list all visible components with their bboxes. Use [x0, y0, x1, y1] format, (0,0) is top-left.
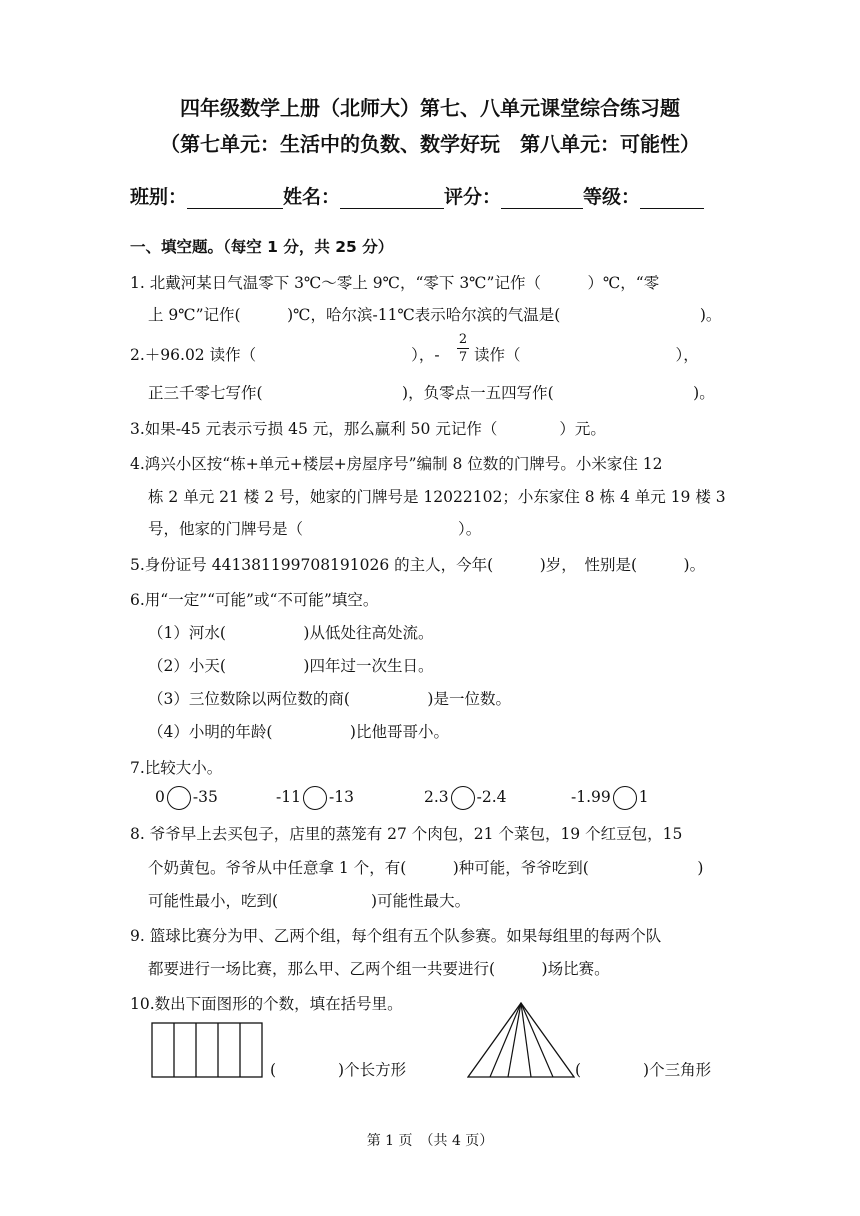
- name-label: 姓名：: [283, 186, 341, 208]
- q9-line1: 9. 篮球比赛分为甲、乙两个组，每个组有五个队参赛。如果每组里的每两个队: [130, 927, 662, 945]
- class-label: 班别：: [130, 186, 188, 208]
- q1-line1: 1. 北戴河某日气温零下 3℃～零上 9℃，“零下 3℃”记作（ ）℃，“零: [130, 274, 660, 292]
- score-blank[interactable]: [501, 188, 583, 209]
- q8-line3: 可能性最小，吃到( )可能性最大。: [148, 892, 471, 910]
- q9-line2: 都要进行一场比赛，那么甲、乙两个组一共要进行( )场比赛。: [148, 960, 610, 978]
- q5-line1: 5.身份证号 441381199708191026 的主人，今年( )岁， 性别是( )。: [130, 556, 706, 574]
- q2-line1-b: 读作（ ），: [474, 346, 699, 364]
- q7-line0: 7.比较大小。: [130, 759, 223, 777]
- compare-item-4: [571, 786, 649, 810]
- section-heading-fill-in: 一、填空题。（每空 1 分，共 25 分）: [130, 238, 394, 256]
- q2-line2: 正三千零七写作( )，负零点一五四写作( )。: [148, 384, 715, 402]
- compare-circle[interactable]: [303, 786, 327, 810]
- fraction: [457, 332, 469, 365]
- rect-count-answer: ( )个长方形: [270, 1061, 407, 1079]
- fraction-denominator: 7: [458, 350, 468, 365]
- q8-line2: 个奶黄包。爷爷从中任意拿 1 个，有( )种可能，爷爷吃到( ): [148, 859, 704, 877]
- compare-item-2: [276, 786, 354, 810]
- triangles-figure: [467, 1002, 575, 1078]
- compare-left: -11: [276, 788, 301, 806]
- q8-line1: 8. 爷爷早上去买包子，店里的蒸笼有 27 个肉包，21 个菜包，19 个红豆包，15: [130, 825, 683, 843]
- outer-triangle: [468, 1003, 574, 1077]
- compare-circle[interactable]: [451, 786, 475, 810]
- q6-item-2: （2）小天( )四年过一次生日。: [148, 657, 434, 675]
- q6-line0: 6.用“一定”“可能”或“不可能”填空。: [130, 591, 379, 609]
- q4-line2: 栋 2 单元 21 楼 2 号，她家的门牌号是 12022102；小东家住 8 栋 4 单元 19 楼 3: [148, 488, 726, 506]
- fraction-numerator: 2: [458, 332, 468, 347]
- q1-line2: 上 9℃”记作( )℃，哈尔滨-11℃表示哈尔滨的气温是( )。: [148, 306, 722, 324]
- compare-item-1: [155, 786, 218, 810]
- q4-line3: 号，他家的门牌号是（ ）。: [148, 520, 482, 538]
- page-footer: 第 1 页 （共 4 页）: [366, 1133, 494, 1149]
- score-label: 评分：: [444, 186, 502, 208]
- q10-line0: 10.数出下面图形的个数，填在括号里。: [130, 995, 403, 1013]
- compare-item-3: [424, 786, 507, 810]
- inner-line: [508, 1003, 521, 1077]
- compare-right: -13: [328, 788, 354, 806]
- q4-line1: 4.鸿兴小区按“栋+单元+楼层+房屋序号”编制 8 位数的门牌号。小米家住 12: [130, 455, 663, 473]
- q6-item-4: （4）小明的年龄( )比他哥哥小。: [148, 723, 449, 741]
- compare-left: 2.3: [424, 788, 449, 806]
- compare-right: -2.4: [476, 788, 507, 806]
- worksheet-title: 四年级数学上册（北师大）第七、八单元课堂综合练习题: [180, 96, 680, 120]
- q6-item-3: （3）三位数除以两位数的商( )是一位数。: [148, 690, 511, 708]
- compare-circle[interactable]: [613, 786, 637, 810]
- student-info-line: [130, 182, 750, 209]
- q2-line1-a: 2.＋96.02 读作（ ），-: [130, 346, 440, 364]
- name-blank[interactable]: [340, 188, 444, 209]
- fraction-bar: [457, 348, 469, 349]
- class-blank[interactable]: [187, 188, 283, 209]
- compare-left: 0: [155, 788, 165, 806]
- compare-right: 1: [638, 788, 649, 806]
- worksheet-subtitle: （第七单元：生活中的负数、数学好玩 第八单元：可能性）: [160, 132, 700, 156]
- outer-rectangle: [152, 1023, 262, 1077]
- compare-circle[interactable]: [167, 786, 191, 810]
- triangle-count-answer: ( )个三角形: [575, 1061, 712, 1079]
- grade-label: 等级：: [583, 186, 641, 208]
- q6-item-1: （1）河水( )从低处往高处流。: [148, 624, 434, 642]
- grade-blank[interactable]: [640, 188, 704, 209]
- q3-line1: 3.如果-45 元表示亏损 45 元，那么赢利 50 元记作（ ）元。: [130, 420, 606, 438]
- rectangles-figure: [151, 1022, 263, 1078]
- compare-right: -35: [192, 788, 218, 806]
- compare-left: -1.99: [571, 788, 611, 806]
